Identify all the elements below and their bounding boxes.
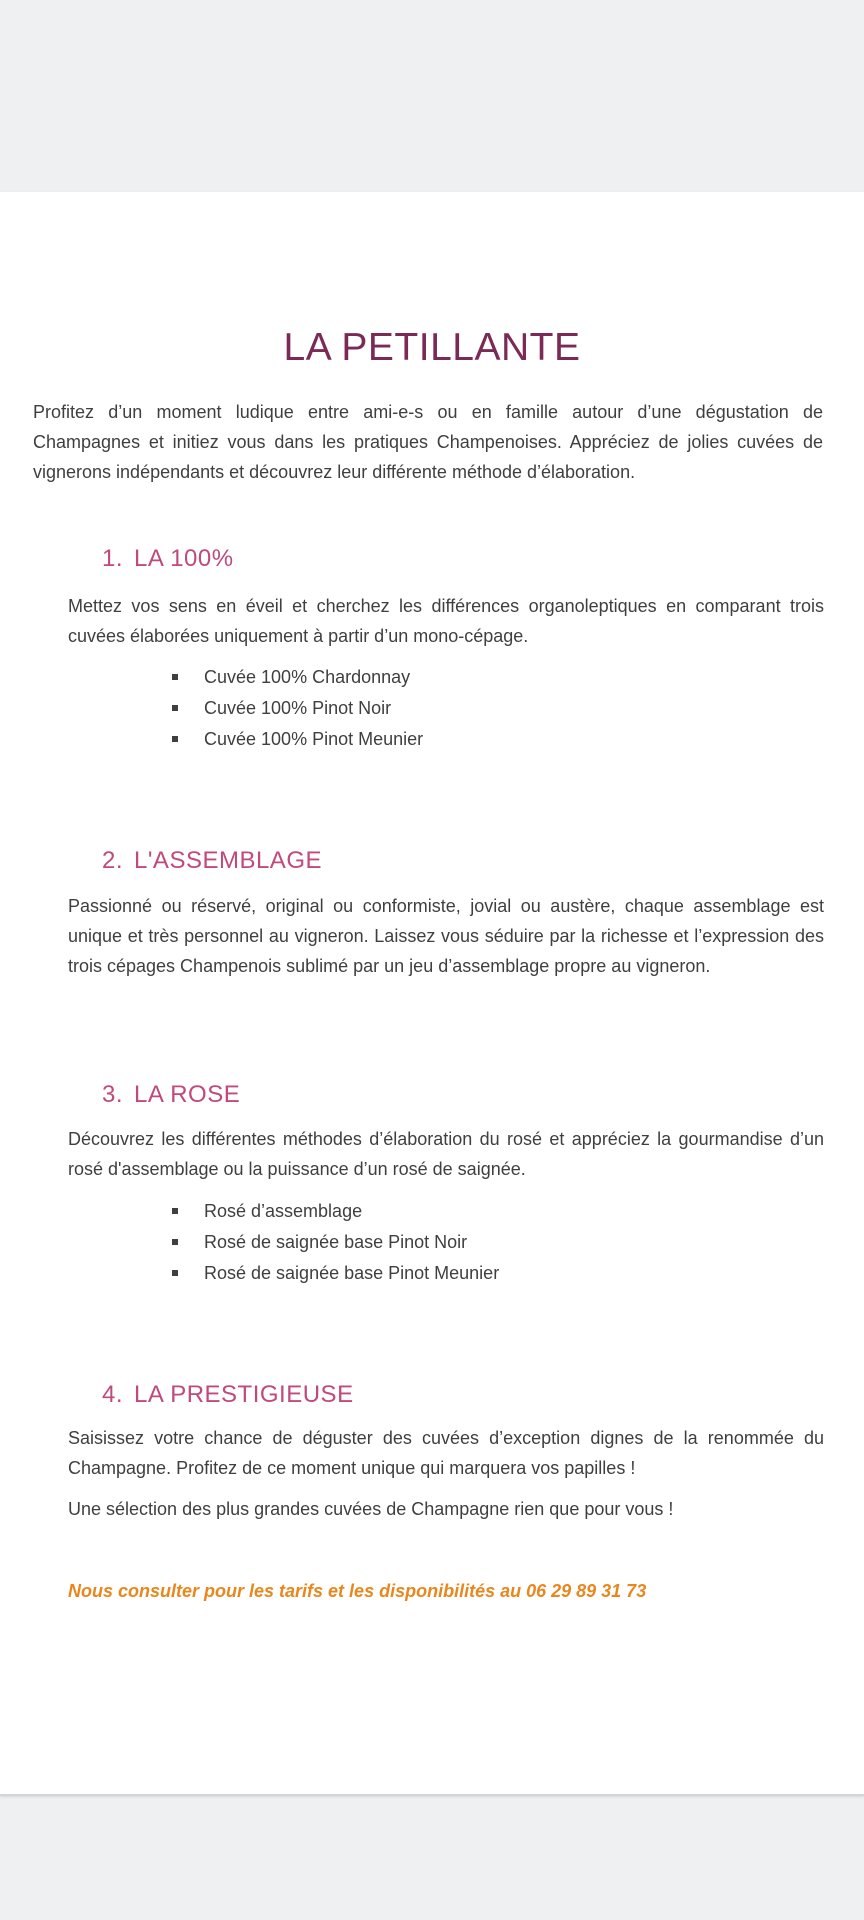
section-body-assemblage: Passionné ou réservé, original ou conformiste, jovial ou austère, chaque assemblage est unique et très personnel au vigneron. Laissez vous séduire par la richesse et l’expression des trois cépages Champenois sublimé par un jeu d’assemblage propre au vigneron. [68, 896, 824, 976]
list-item: Cuvée 100% Pinot Meunier [172, 724, 423, 755]
bullet-square-icon [172, 1208, 178, 1214]
page-edge [0, 1794, 864, 1796]
bullet-square-icon [172, 1239, 178, 1245]
section-heading-la-100 [102, 545, 234, 573]
list-item: Rosé de saignée base Pinot Meunier [172, 1258, 499, 1289]
bullet-square-icon [172, 736, 178, 742]
bullet-square-icon [172, 1270, 178, 1276]
bullet-list-la-rose [172, 1196, 499, 1289]
section-title: L'ASSEMBLAGE [134, 847, 322, 874]
list-item: Cuvée 100% Chardonnay [172, 662, 423, 693]
list-item: Rosé de saignée base Pinot Noir [172, 1227, 499, 1258]
section-title: LA PRESTIGIEUSE [134, 1381, 354, 1408]
bullet-list-la-100 [172, 662, 423, 755]
section-heading-prestigieuse [102, 1381, 354, 1409]
contact-note: Nous consulter pour les tarifs et les disponibilités au 06 29 89 31 73 [68, 1581, 647, 1601]
section-body-la-rose: Découvrez les différentes méthodes d’élaboration du rosé et appréciez la gourmandise d’un rosé d'assemblage ou la puissance d’un rosé de saignée. [68, 1129, 824, 1179]
section-title: LA 100% [134, 545, 234, 572]
section-number: 3. [102, 1081, 124, 1108]
section-title: LA ROSE [134, 1081, 241, 1108]
section-heading-la-rose [102, 1081, 240, 1109]
list-item: Rosé d’assemblage [172, 1196, 499, 1227]
section-body-la-100: Mettez vos sens en éveil et cherchez les différences organoleptiques en comparant trois cuvées élaborées uniquement à partir d’un mono-cépage. [68, 596, 824, 646]
document-title: LA PETILLANTE [283, 326, 581, 369]
section-body-prestigieuse: Saisissez votre chance de déguster des cuvées d’exception dignes de la renommée du Champagne. Profitez de ce moment unique qui marquera vos papilles ! [68, 1428, 824, 1478]
bullet-square-icon [172, 674, 178, 680]
section-heading-assemblage [102, 847, 322, 875]
list-item: Cuvée 100% Pinot Noir [172, 693, 423, 724]
section-body-prestigieuse-selection: Une sélection des plus grandes cuvées de Champagne rien que pour vous ! [68, 1499, 674, 1519]
bullet-square-icon [172, 705, 178, 711]
intro-paragraph: Profitez d’un moment ludique entre ami-e-s ou en famille autour d’une dégustation de Champagnes et initiez vous dans les pratiques Champenoises. Appréciez de jolies cuvées de vignerons indépendants et découvrez leur différente méthode d’élaboration. [33, 402, 823, 482]
section-number: 1. [102, 545, 124, 572]
section-number: 2. [102, 847, 124, 874]
section-number: 4. [102, 1381, 124, 1408]
